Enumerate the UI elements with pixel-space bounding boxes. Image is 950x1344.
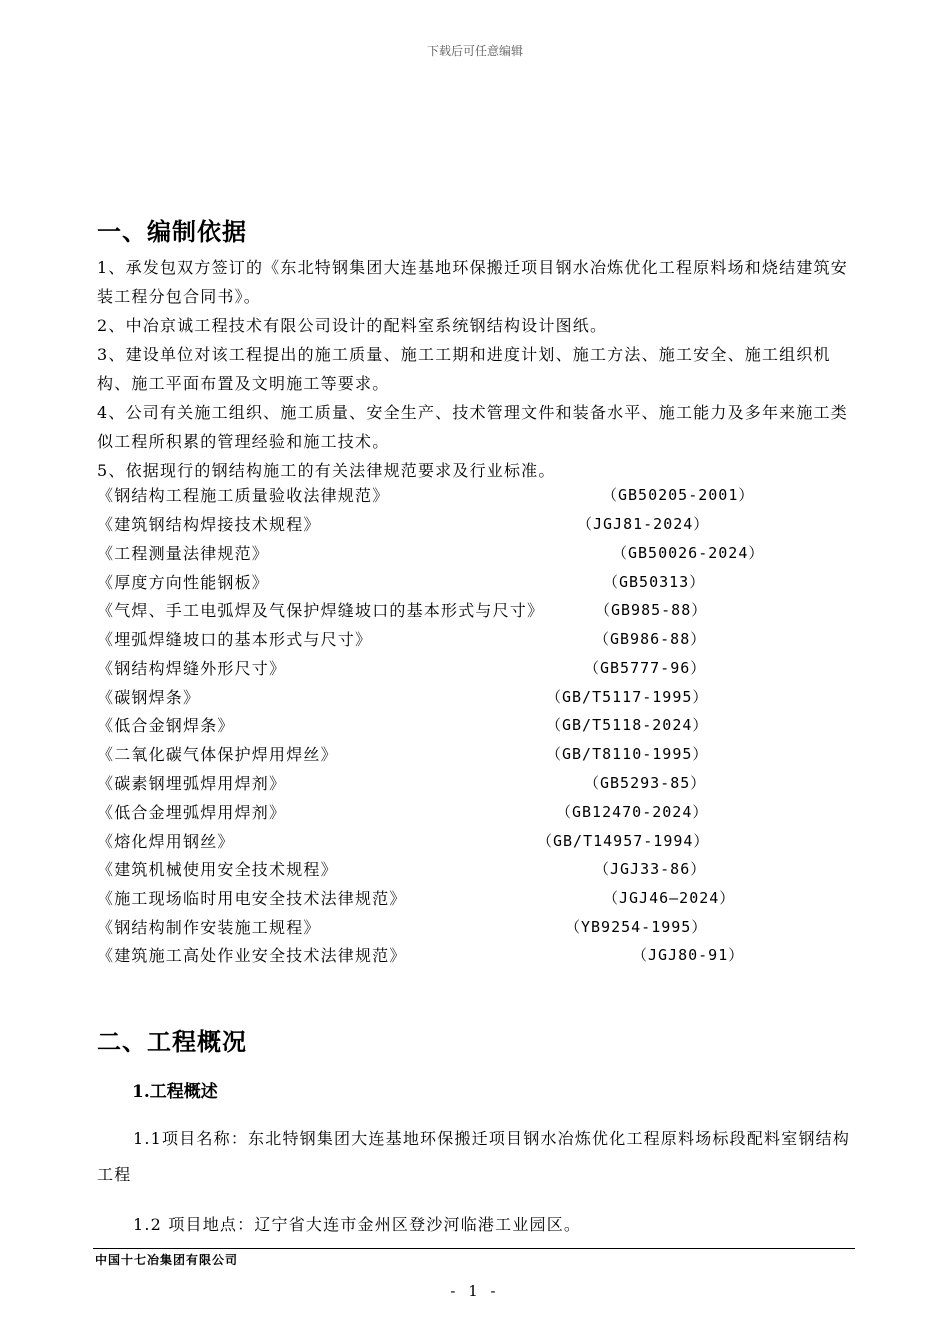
- standard-name: 《二氧化碳气体保护焊用焊丝》: [97, 745, 338, 764]
- standard-row: [97, 913, 857, 942]
- standard-row: [97, 683, 857, 712]
- standard-row: [97, 827, 857, 856]
- standard-name: 《埋弧焊缝坡口的基本形式与尺寸》: [97, 630, 373, 649]
- standard-row: [97, 596, 857, 625]
- standard-code: （GB5777-96）: [584, 659, 707, 677]
- standard-code: （GB985-88）: [595, 601, 708, 619]
- standard-name: 《工程测量法律规范》: [97, 544, 270, 563]
- standard-code: （GB986-88）: [594, 630, 707, 648]
- standard-code: （YB9254-1995）: [565, 918, 708, 936]
- standard-name: 《厚度方向性能钢板》: [97, 573, 270, 592]
- standard-row: [97, 740, 857, 769]
- standard-code: （JGJ33-86）: [594, 860, 707, 878]
- project-location-paragraph: 1.2 项目地点：辽宁省大连市金州区登沙河临港工业园区。: [133, 1215, 582, 1234]
- standard-code: （GB50313）: [603, 573, 706, 591]
- standard-row: [97, 510, 857, 539]
- standard-row: [97, 941, 857, 970]
- project-name-paragraph: 1.1项目名称：东北特钢集团大连基地环保搬迁项目钢水冶炼优化工程原料场标段配料室钢结构工程: [97, 1129, 851, 1184]
- standard-code: （GB/T14957-1994）: [537, 832, 710, 850]
- standard-code: （GB5293-85）: [584, 774, 707, 792]
- standard-name: 《建筑施工高处作业安全技术法律规范》: [97, 946, 407, 965]
- standard-row: [97, 625, 857, 654]
- section2-title: 二、工程概况: [97, 1027, 247, 1056]
- standard-row: [97, 539, 857, 568]
- standard-name: 《建筑机械使用安全技术规程》: [97, 860, 338, 879]
- standard-name: 《碳钢焊条》: [97, 688, 201, 707]
- section2-subtitle: 1.工程概述: [132, 1082, 218, 1102]
- footer-divider: [93, 1248, 855, 1249]
- standard-code: （GB/T5117-1995）: [546, 688, 709, 706]
- standard-code: （GB/T5118-2024）: [546, 716, 709, 734]
- basis-paragraph-2: 2、中冶京诚工程技术有限公司设计的配料室系统钢结构设计图纸。: [97, 316, 608, 335]
- basis-paragraph-3: 3、建设单位对该工程提出的施工质量、施工工期和进度计划、施工方法、施工安全、施工组织机构、施工平面布置及文明施工等要求。: [97, 345, 831, 393]
- standard-row: [97, 568, 857, 597]
- standard-name: 《钢结构制作安装施工规程》: [97, 918, 321, 937]
- standard-row: [97, 654, 857, 683]
- page-number: - 1 -: [450, 1282, 500, 1300]
- standard-name: 《施工现场临时用电安全技术法律规范》: [97, 889, 407, 908]
- standard-code: （GB50026-2024）: [612, 544, 765, 562]
- standard-row: [97, 798, 857, 827]
- standard-code: （JGJ46—2024）: [603, 889, 736, 907]
- standard-row: [97, 884, 857, 913]
- standard-row: [97, 481, 857, 510]
- standard-name: 《熔化焊用钢丝》: [97, 832, 235, 851]
- header-note: 下载后可任意编辑: [426, 44, 523, 58]
- section1-title: 一、编制依据: [97, 217, 247, 246]
- standard-row: [97, 769, 857, 798]
- standard-name: 《钢结构焊缝外形尺寸》: [97, 659, 287, 678]
- standard-code: （GB/T8110-1995）: [546, 745, 709, 763]
- standard-code: （JGJ81-2024）: [577, 515, 710, 533]
- standard-name: 《钢结构工程施工质量验收法律规范》: [97, 486, 390, 505]
- standard-name: 《碳素钢埋弧焊用焊剂》: [97, 774, 287, 793]
- standard-code: （GB50205-2001）: [602, 486, 755, 504]
- basis-paragraph-4: 4、公司有关施工组织、施工质量、安全生产、技术管理文件和装备水平、施工能力及多年来施工类似工程所积累的管理经验和施工技术。: [97, 403, 848, 451]
- standard-row: [97, 855, 857, 884]
- footer-company: 中国十七冶集团有限公司: [95, 1253, 239, 1267]
- basis-paragraph-5: 5、依据现行的钢结构施工的有关法律规范要求及行业标准。: [97, 461, 556, 480]
- standard-name: 《低合金埋弧焊用焊剂》: [97, 803, 287, 822]
- standard-row: [97, 711, 857, 740]
- basis-paragraph-1: 1、承发包双方签订的《东北特钢集团大连基地环保搬迁项目钢水冶炼优化工程原料场和烧结建筑安装工程分包合同书》。: [97, 258, 848, 306]
- standard-name: 《气焊、手工电弧焊及气保护焊缝坡口的基本形式与尺寸》: [97, 601, 545, 620]
- standard-code: （GB12470-2024）: [556, 803, 709, 821]
- standard-name: 《低合金钢焊条》: [97, 716, 235, 735]
- standard-name: 《建筑钢结构焊接技术规程》: [97, 515, 321, 534]
- standard-code: （JGJ80-91）: [632, 946, 745, 964]
